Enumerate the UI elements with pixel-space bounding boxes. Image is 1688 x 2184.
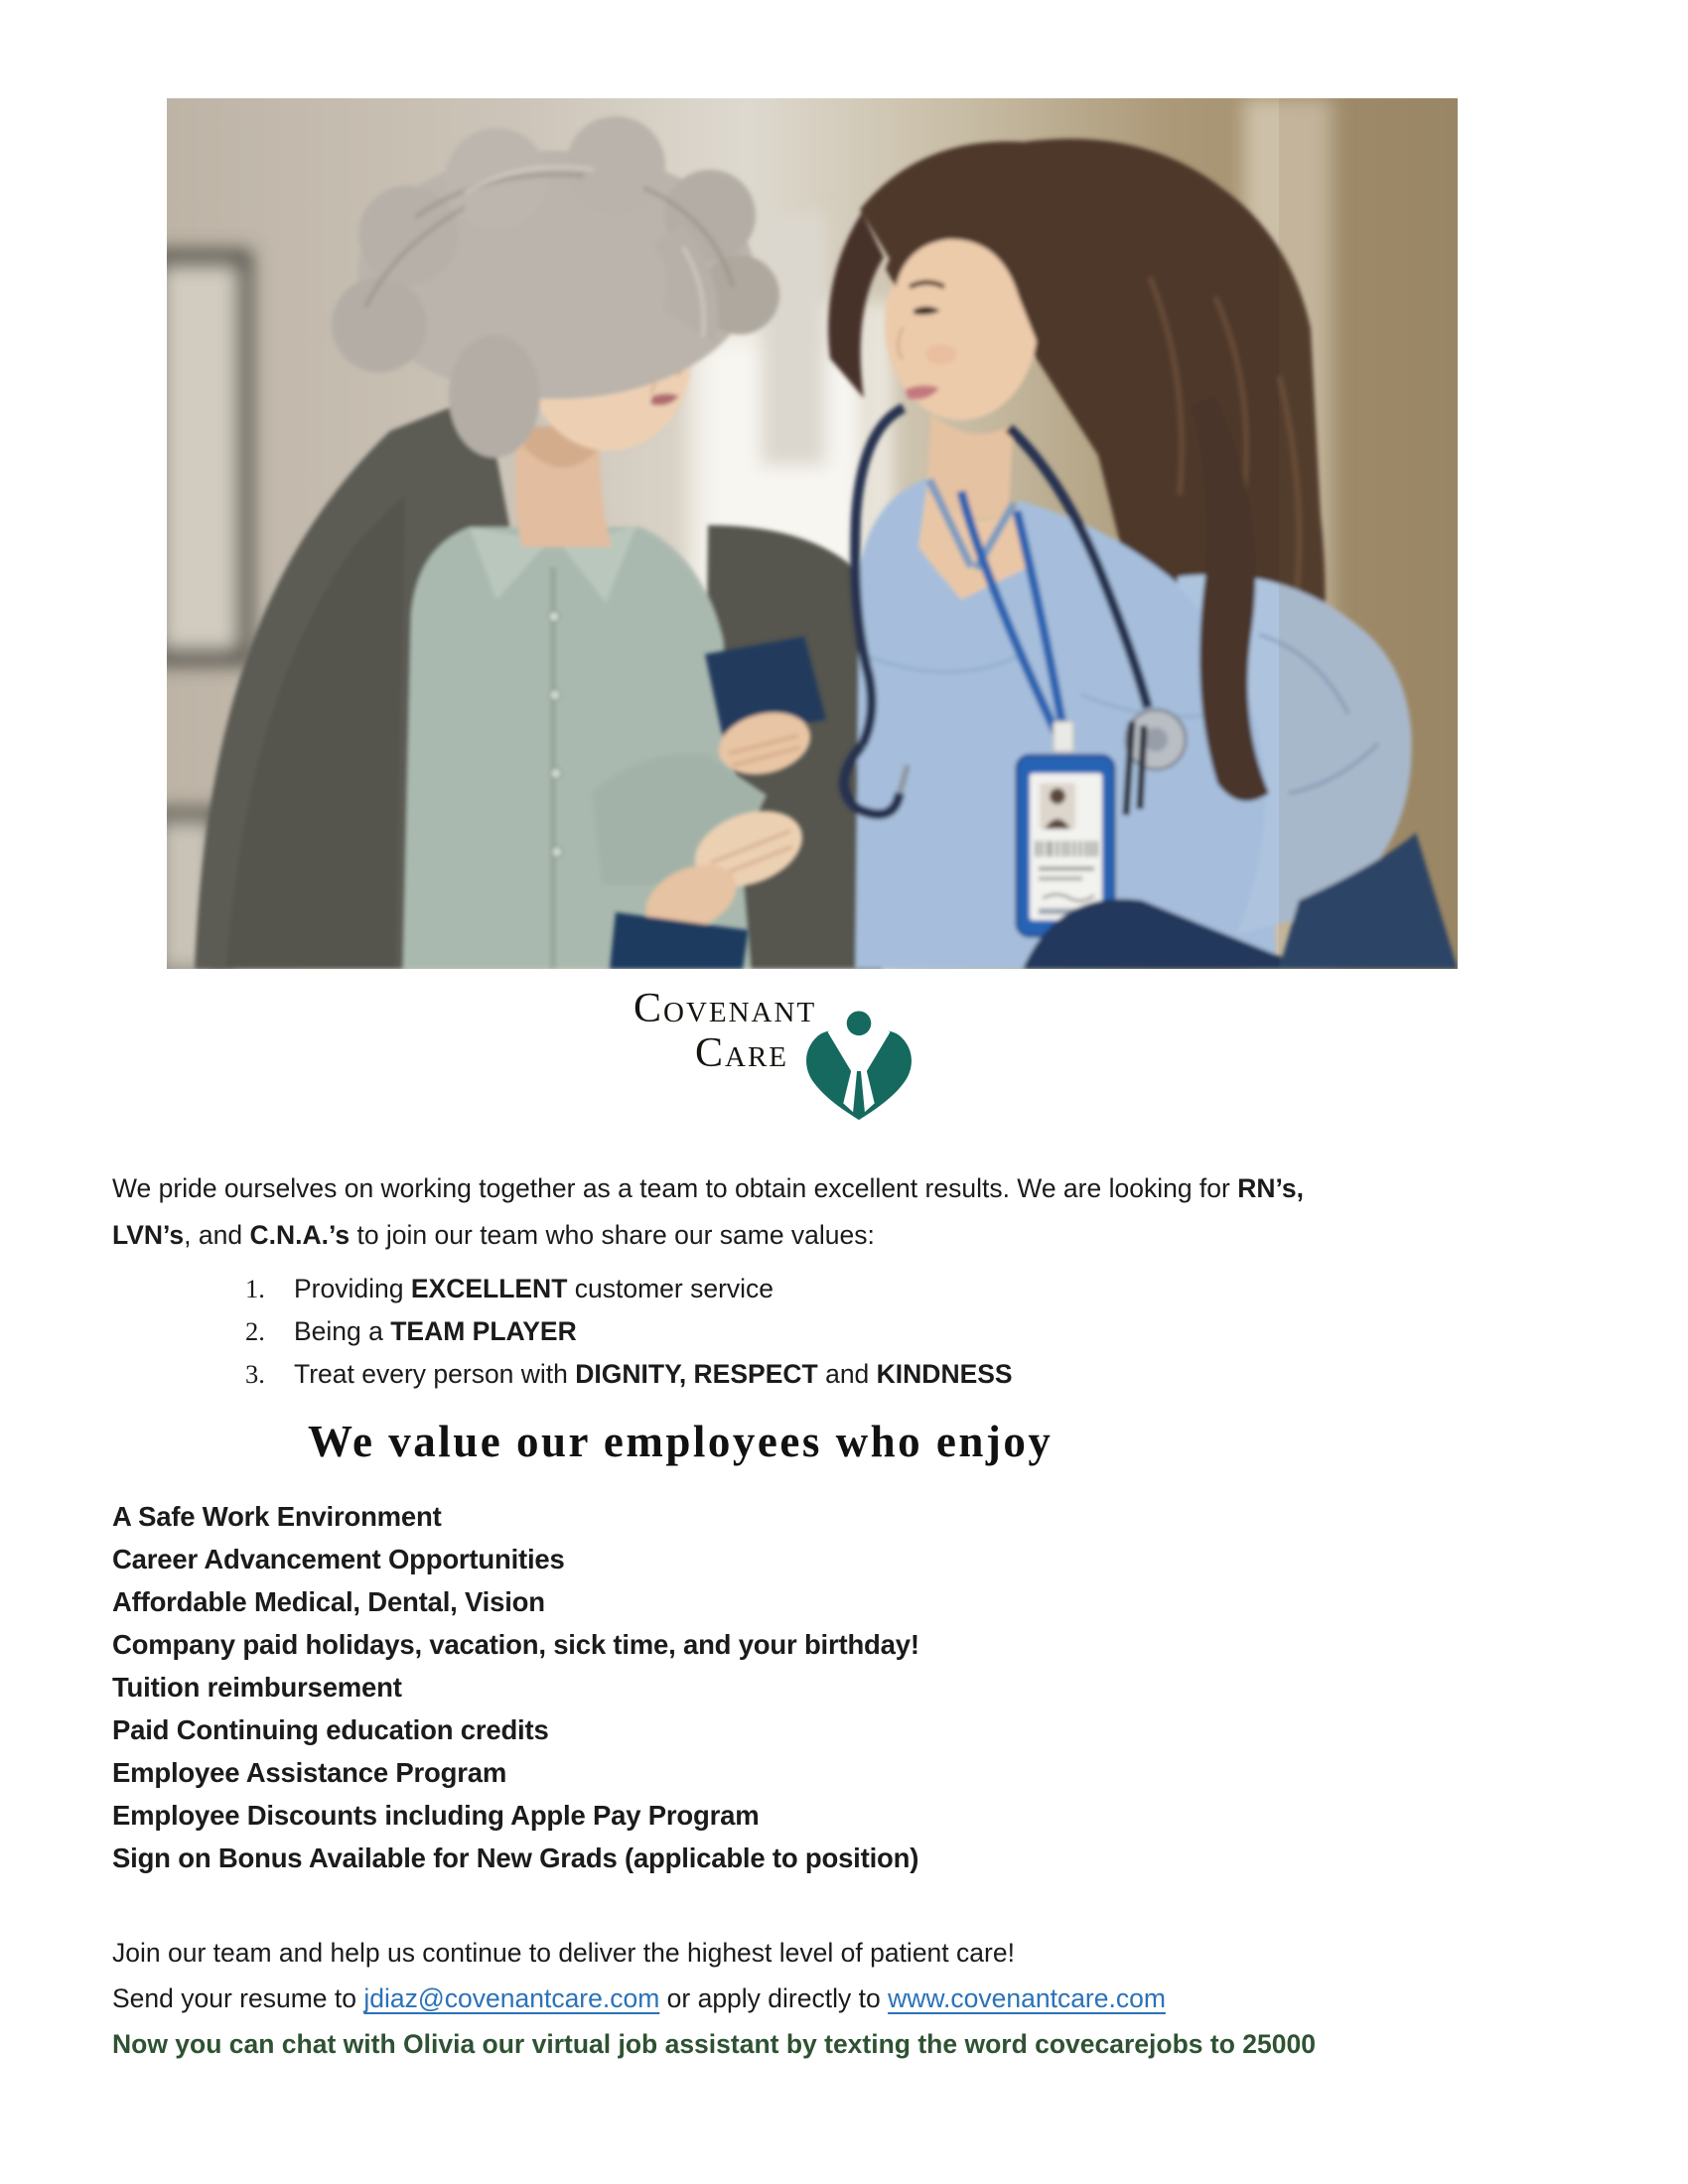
benefit-item: Company paid holidays, vacation, sick time, and your birthday! bbox=[112, 1629, 919, 1660]
benefit-item: A Safe Work Environment bbox=[112, 1501, 442, 1532]
value-number: 3. bbox=[245, 1359, 265, 1389]
benefit-item: Employee Assistance Program bbox=[112, 1757, 507, 1788]
chat-assistant-line: Now you can chat with Olivia our virtual job assistant by texting the word covecarejobs to 25000 bbox=[112, 2029, 1316, 2059]
value-item-1 bbox=[245, 1274, 1013, 1316]
logo-line-covenant: Covenant bbox=[633, 986, 817, 1031]
benefit-item: Sign on Bonus Available for New Grads (applicable to position) bbox=[112, 1843, 919, 1873]
intro-text: We pride ourselves on working together as a team to obtain excellent results. We are looking for bbox=[112, 1173, 1238, 1203]
value-item-2 bbox=[245, 1316, 1013, 1359]
website-link[interactable]: www.covenantcare.com bbox=[888, 1983, 1166, 2013]
benefit-item: Career Advancement Opportunities bbox=[112, 1544, 565, 1574]
benefit-item: Affordable Medical, Dental, Vision bbox=[112, 1586, 545, 1617]
value-text: Providing EXCELLENT customer service bbox=[294, 1274, 774, 1303]
value-number: 2. bbox=[245, 1316, 265, 1346]
intro-text: to join our team who share our same values: bbox=[350, 1220, 875, 1250]
closing-text: or apply directly to bbox=[659, 1983, 889, 2013]
benefits-list bbox=[112, 1495, 919, 1879]
closing-line-1: Join our team and help us continue to deliver the highest level of patient care! bbox=[112, 1938, 1015, 1968]
benefit-item: Paid Continuing education credits bbox=[112, 1714, 549, 1745]
intro-line-1 bbox=[112, 1165, 1582, 1212]
value-number: 1. bbox=[245, 1274, 265, 1303]
photo-illustration bbox=[167, 98, 1458, 969]
hero-photo bbox=[167, 98, 1458, 969]
closing-text: Send your resume to bbox=[112, 1983, 364, 2013]
heart-logo-icon bbox=[800, 1011, 917, 1131]
values-list bbox=[245, 1274, 1013, 1402]
covenant-care-logo bbox=[633, 988, 816, 1074]
closing-section bbox=[112, 1930, 1316, 2067]
value-text: Being a TEAM PLAYER bbox=[294, 1316, 577, 1346]
intro-line-2 bbox=[112, 1212, 1582, 1259]
intro-text: , and bbox=[184, 1220, 250, 1250]
section-heading: We value our employees who enjoy bbox=[308, 1417, 1054, 1466]
benefit-item: Tuition reimbursement bbox=[112, 1672, 402, 1703]
intro-bold-rns: RN’s, bbox=[1237, 1173, 1304, 1203]
intro-bold-cnas: C.N.A.’s bbox=[249, 1220, 351, 1250]
logo-line-care: Care bbox=[695, 1030, 789, 1076]
intro-bold-lvns: LVN’s bbox=[112, 1220, 185, 1250]
intro-paragraph bbox=[112, 1165, 1582, 1259]
benefit-item: Employee Discounts including Apple Pay Program bbox=[112, 1800, 760, 1831]
value-item-3 bbox=[245, 1359, 1013, 1402]
photo-right-tint bbox=[1279, 98, 1458, 969]
closing-line-2 bbox=[112, 1976, 1316, 2021]
value-text: Treat every person with DIGNITY, RESPECT and KINDNESS bbox=[294, 1359, 1013, 1389]
email-link[interactable]: jdiaz@covenantcare.com bbox=[363, 1983, 660, 2013]
